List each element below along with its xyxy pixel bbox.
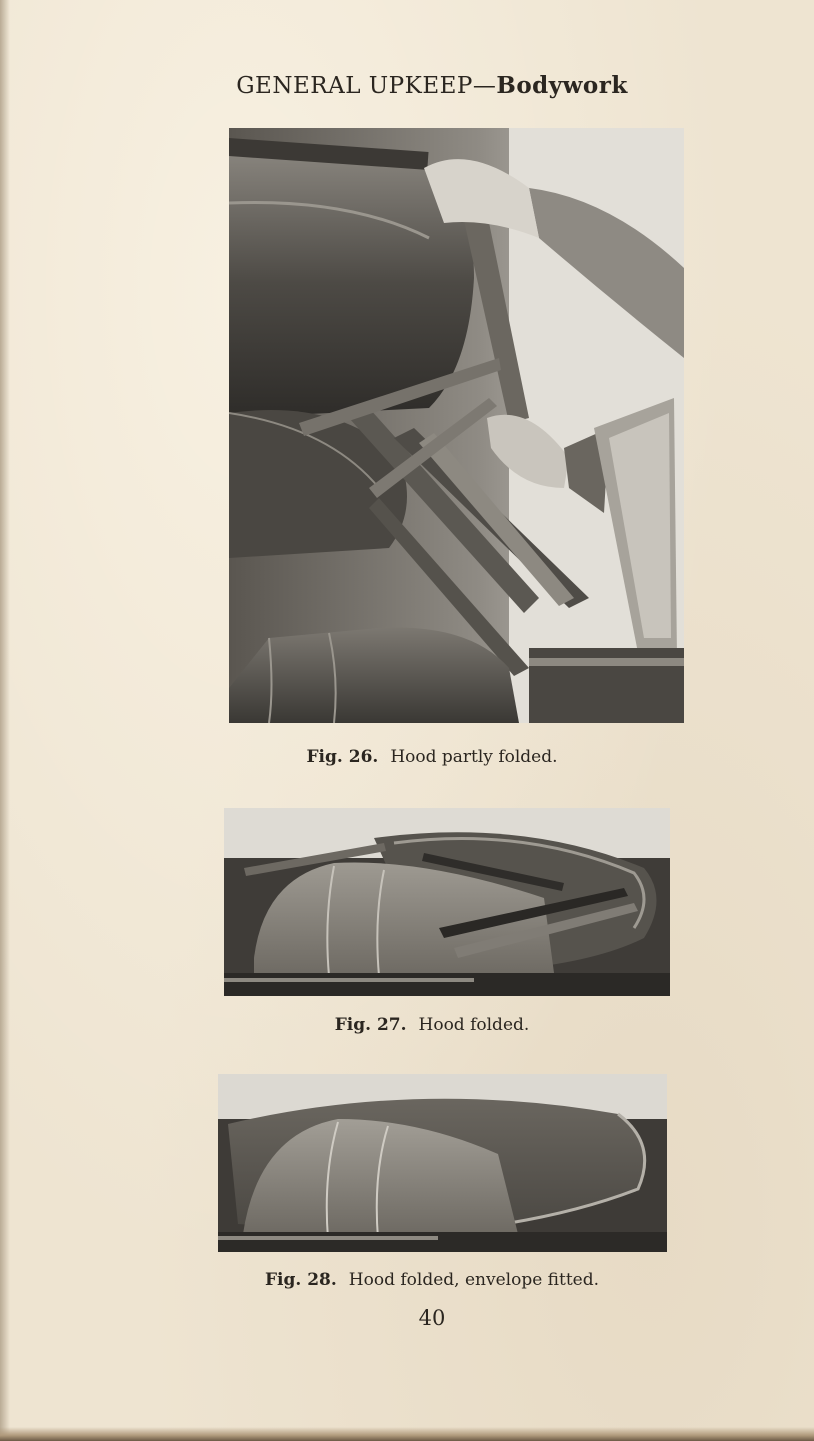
figure-26-photo (229, 128, 684, 723)
figure-28-text: Hood folded, envelope fitted. (348, 1270, 600, 1290)
page-number: 40 (418, 1306, 446, 1330)
page-header (0, 72, 814, 99)
figure-26-text: Hood partly folded. (390, 747, 558, 767)
figure-27-photo (224, 808, 670, 996)
figure-28-caption (0, 1270, 814, 1290)
figure-28-photo (218, 1074, 667, 1252)
header-subsection: Bodywork (496, 72, 628, 99)
header-section: GENERAL UPKEEP— (236, 73, 497, 99)
figure-26-caption (0, 747, 814, 767)
figure-27-text: Hood folded. (418, 1015, 530, 1035)
figure-26-number: Fig. 26. (306, 747, 379, 767)
figure-28-number: Fig. 28. (264, 1270, 337, 1290)
page-binding-shadow (0, 0, 10, 1441)
figure-27-caption (0, 1015, 814, 1035)
page-bottom-edge (0, 1427, 814, 1441)
figure-27-number: Fig. 27. (334, 1015, 407, 1035)
